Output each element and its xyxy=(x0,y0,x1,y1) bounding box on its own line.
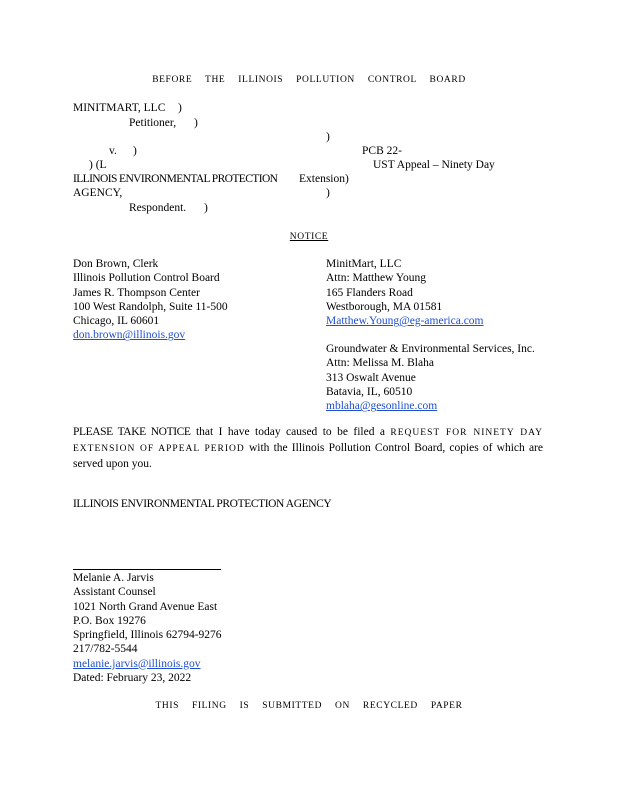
recipient-ges xyxy=(326,342,535,413)
versus: v. xyxy=(109,145,117,157)
caption-paren: ) xyxy=(204,202,208,214)
recipient-city: Chicago, IL 60601 xyxy=(73,315,160,328)
signer-phone: 217/782-5544 xyxy=(73,643,138,656)
petitioner-name: MINITMART, LLC xyxy=(73,102,166,114)
caption-paren-l: ) (L xyxy=(89,159,107,171)
respondent-name-cont: AGENCY, xyxy=(73,187,123,199)
notice-text-part2: with the Illinois Pollution Control Board, copies of which are served upon you. xyxy=(73,442,543,470)
signature-block xyxy=(73,571,222,685)
signer-street: 1021 North Grand Avenue East xyxy=(73,600,218,613)
recipient-city: Westborough, MA 01581 xyxy=(326,300,443,313)
recipient-name: Don Brown, Clerk xyxy=(73,258,159,270)
caption-paren: ) xyxy=(194,117,198,129)
request-title: REQUEST FOR NINETY DAY EXTENSION OF APPEAL PERIOD xyxy=(73,428,543,454)
signature-date: Dated: February 23, 2022 xyxy=(73,672,192,685)
recipient-org: Illinois Pollution Control Board xyxy=(73,272,220,285)
signer-name: Melanie A. Jarvis xyxy=(73,572,154,584)
signer-title: Assistant Counsel xyxy=(73,586,156,599)
recipient-street: 165 Flanders Road xyxy=(326,286,413,299)
recipient-attn: Attn: Melissa M. Blaha xyxy=(326,357,434,370)
recipient-email-link[interactable]: don.brown@illinois.gov xyxy=(73,329,186,342)
recipient-name: Groundwater & Environmental Services, Inc. xyxy=(326,343,535,355)
caption-paren: ) xyxy=(178,102,182,114)
petitioner-role: Petitioner, xyxy=(129,117,177,129)
signer-city: Springfield, Illinois 62794-9276 xyxy=(73,629,222,642)
recipient-city: Batavia, IL, 60510 xyxy=(326,385,413,398)
footer-note: THIS FILING IS SUBMITTED ON RECYCLED PAPER xyxy=(155,701,463,711)
signature-line xyxy=(73,569,221,570)
recipient-street: 100 West Randolph, Suite 11-500 xyxy=(73,300,228,313)
recipient-name: MinitMart, LLC xyxy=(326,258,402,270)
recipient-attn: Attn: Matthew Young xyxy=(326,272,426,285)
caption-paren: ) xyxy=(326,187,330,199)
case-extension: Extension) xyxy=(299,173,349,185)
caption-paren: ) xyxy=(133,145,137,157)
recipient-building: James R. Thompson Center xyxy=(73,286,200,299)
agency-name: ILLINOIS ENVIRONMENTAL PROTECTION AGENCY xyxy=(73,498,332,510)
notice-lead: PLEASE TAKE NOTICE xyxy=(73,426,191,438)
caption-paren: ) xyxy=(326,131,330,143)
respondent-name: ILLINOIS ENVIRONMENTAL PROTECTION xyxy=(73,173,278,185)
document-title: BEFORE THE ILLINOIS POLLUTION CONTROL BOARD xyxy=(152,75,466,85)
recipient-street: 313 Oswalt Avenue xyxy=(326,371,416,384)
recipient-clerk xyxy=(73,257,228,343)
respondent-role: Respondent. xyxy=(129,202,187,214)
case-number: PCB 22- xyxy=(362,145,402,157)
recipient-minitmart xyxy=(326,257,484,328)
signer-po-box: P.O. Box 19276 xyxy=(73,614,146,627)
notice-heading: NOTICE xyxy=(289,232,329,242)
case-type: UST Appeal – Ninety Day xyxy=(373,159,495,171)
recipient-email-link[interactable]: Matthew.Young@eg-america.com xyxy=(326,315,484,328)
signer-email-link[interactable]: melanie.jarvis@illinois.gov xyxy=(73,657,201,670)
notice-text-part1: that I have today caused to be filed a xyxy=(190,426,391,438)
notice-paragraph xyxy=(73,425,543,472)
recipient-email-link[interactable]: mblaha@gesonline.com xyxy=(326,400,438,413)
